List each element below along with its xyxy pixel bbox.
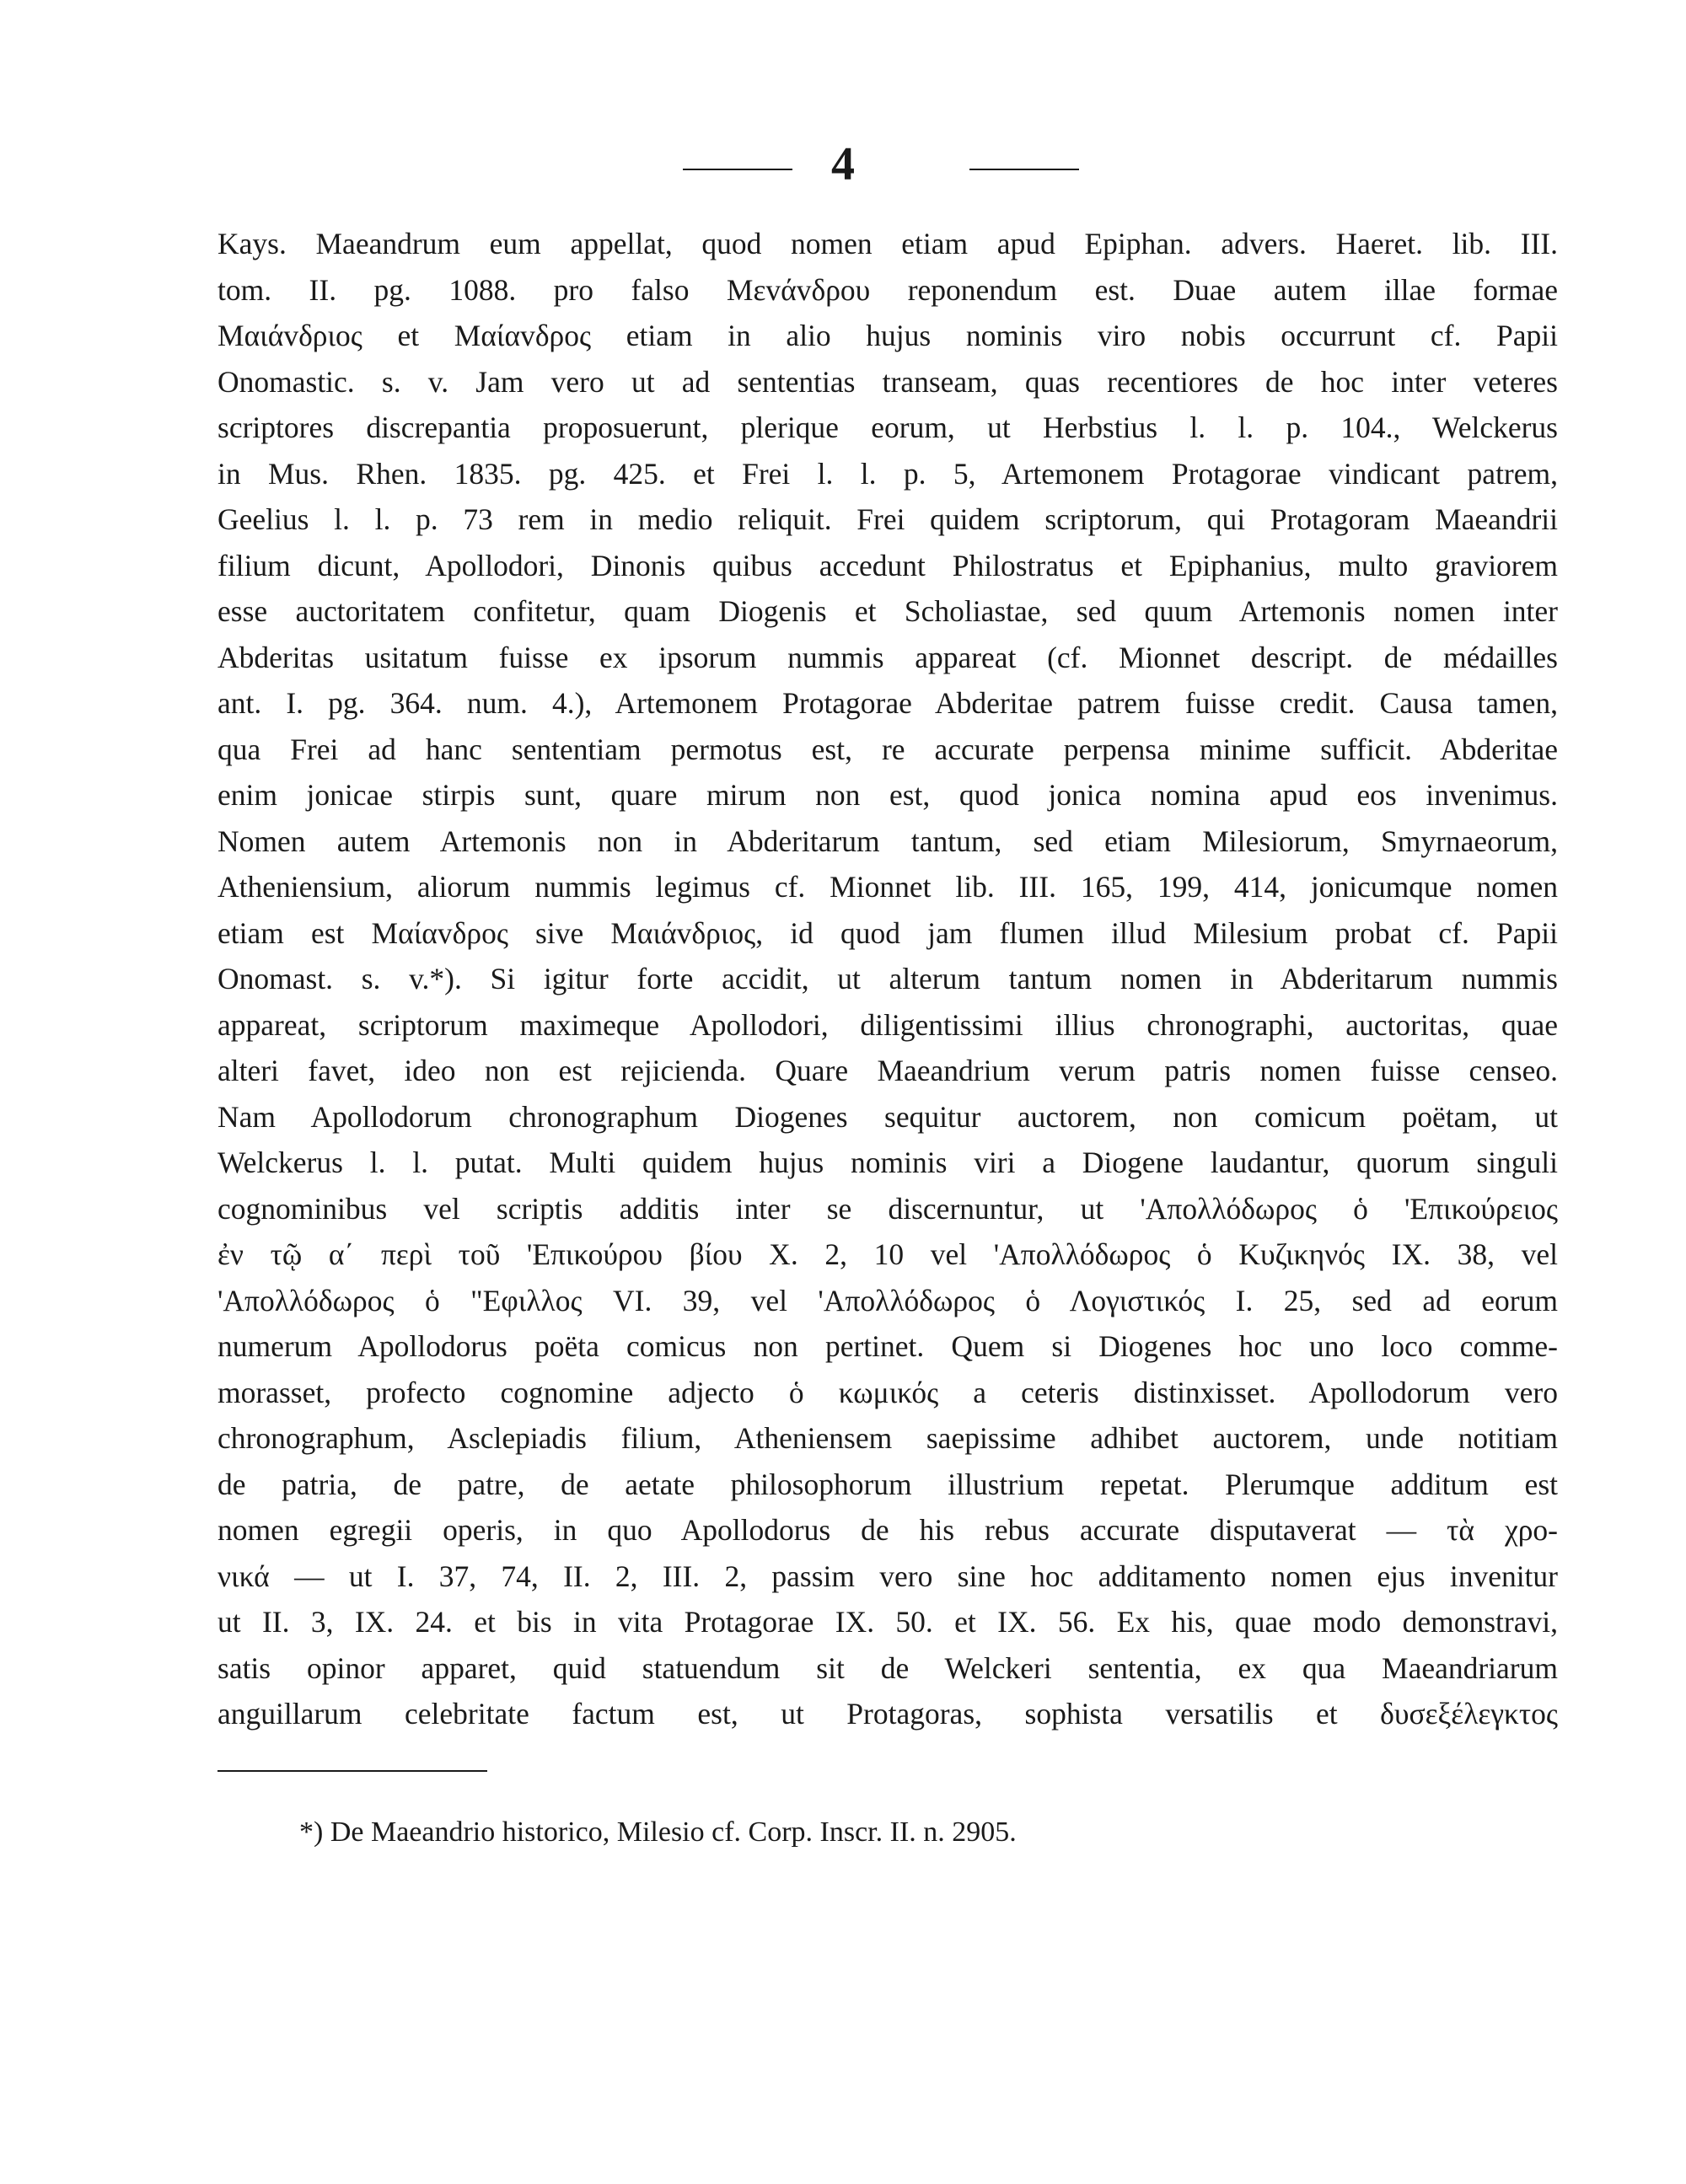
footnote: *) De Maeandrio historico, Milesio cf. Corp. Inscr. II. n. 2905.	[299, 1816, 1017, 1848]
text-line: νικά — ut I. 37, 74, II. 2, III. 2, passim vero sine hoc additamento nomen ejus invenitur	[217, 1559, 1558, 1593]
text-line: Μαιάvδριος et Μαίαvδρος etiam in alio hujus nominis viro nobis occurrunt cf. Papii	[217, 319, 1558, 352]
text-line: etiam est Μαίαvδρος sive Μαιάvδριος, id quod jam flumen illud Milesium probat cf. Papii	[217, 915, 1558, 950]
text-line: Kays. Maeandrum eum appellat, quod nomen etiam apud Epiphan. advers. Haeret. lib. III.	[217, 227, 1558, 260]
text-line: morasset, profecto cognomine adjecto ὁ κωμικός a ceteris distinxisset. Apollodorum vero	[217, 1375, 1558, 1409]
text-line: filium dicunt, Apollodori, Dinonis quibus accedunt Philostratus et Epiphanius, multo graviorem	[217, 548, 1558, 582]
body-text	[217, 221, 1558, 1737]
text-line: Nomen autem Artemonis non in Abderitarum tantum, sed etiam Milesiorum, Smyrnaeorum,	[217, 824, 1558, 858]
page-header	[0, 135, 1686, 194]
text-line: alteri favet, ideo non est rejicienda. Quare Maeandrium verum patris nomen fuisse censeo.	[217, 1054, 1558, 1087]
text-line: ἐν τῷ α΄ περὶ τοῦ 'Επικούρου βίου X. 2, 10 vel 'Απολλόδωρος ὁ Κυζικηνός IX. 38, vel	[217, 1237, 1558, 1271]
text-line: esse auctoritatem confitetur, quam Diogenis et Scholiastae, sed quum Artemonis nomen inter	[217, 594, 1558, 628]
text-line: anguillarum celebritate factum est, ut Protagoras, sophista versatilis et δυσεξέλεγκτος	[217, 1697, 1558, 1731]
text-line: cognominibus vel scriptis additis inter se discernuntur, ut 'Απολλόδωρος ὁ 'Επικούρειος	[217, 1191, 1558, 1226]
text-line: in Mus. Rhen. 1835. pg. 425. et Frei l. l. p. 5, Artemonem Protagorae vindicant patrem,	[217, 456, 1558, 491]
text-line: nomen egregii operis, in quo Apollodorus de his rebus accurate disputaverat — τὰ χρο-	[217, 1513, 1558, 1547]
header-rule-left	[683, 169, 792, 170]
page-number: 4	[831, 138, 855, 190]
text-line: 'Απολλόδωρος ὁ "Εφιλλος VI. 39, vel 'Απολλόδωρος ὁ Λογιστικός I. 25, sed ad eorum	[217, 1283, 1558, 1317]
text-line: qua Frei ad hanc sententiam permotus est, re accurate perpensa minime sufficit. Abderitae	[217, 732, 1558, 766]
text-line: Nam Apollodorum chronographum Diogenes sequitur auctorem, non comicum poëtam, ut	[217, 1099, 1558, 1134]
text-line: ut II. 3, IX. 24. et bis in vita Protagorae IX. 50. et IX. 56. Ex his, quae modo demonstravi,	[217, 1605, 1558, 1639]
text-line: de patria, de patre, de aetate philosophorum illustrium repetat. Plerumque additum est	[217, 1467, 1558, 1501]
text-line: Atheniensium, aliorum nummis legimus cf. Mionnet lib. III. 165, 199, 414, jonicumque nomen	[217, 870, 1558, 904]
text-line: enim jonicae stirpis sunt, quare mirum non est, quod jonica nomina apud eos invenimus.	[217, 778, 1558, 812]
text-line: ant. I. pg. 364. num. 4.), Artemonem Protagorae Abderitae patrem fuisse credit. Causa tamen,	[217, 686, 1558, 720]
text-line: appareat, scriptorum maximeque Apollodori, diligentissimi illius chronographi, auctoritas, quae	[217, 1007, 1558, 1042]
header-rule-right	[969, 169, 1079, 170]
footnote-rule	[217, 1770, 487, 1772]
text-line: scriptores discrepantia proposuerunt, plerique eorum, ut Herbstius l. l. p. 104., Welckerus	[217, 411, 1558, 444]
text-line: Onomastic. s. v. Jam vero ut ad sententias transeam, quas recentiores de hoc inter veteres	[217, 364, 1558, 399]
text-line: Welckerus l. l. putat. Multi quidem hujus nominis viri a Diogene laudantur, quorum singuli	[217, 1146, 1558, 1179]
text-line: chronographum, Asclepiadis filium, Atheniensem saepissime adhibet auctorem, unde notitiam	[217, 1421, 1558, 1455]
text-line: tom. II. pg. 1088. pro falso Μεvάvδρου reponendum est. Duae autem illae formae	[217, 272, 1558, 307]
text-line: satis opinor apparet, quid statuendum sit de Welckeri sententia, ex qua Maeandriarum	[217, 1650, 1558, 1685]
text-line: Geelius l. l. p. 73 rem in medio reliquit. Frei quidem scriptorum, qui Protagoram Maeandrii	[217, 502, 1558, 536]
text-line: Onomast. s. v.*). Si igitur forte accidit, ut alterum tantum nomen in Abderitarum nummis	[217, 962, 1558, 995]
text-line: numerum Apollodorus poëta comicus non pertinet. Quem si Diogenes hoc uno loco comme-	[217, 1329, 1558, 1363]
text-line: Abderitas usitatum fuisse ex ipsorum nummis appareat (cf. Mionnet descript. de médailles	[217, 640, 1558, 674]
